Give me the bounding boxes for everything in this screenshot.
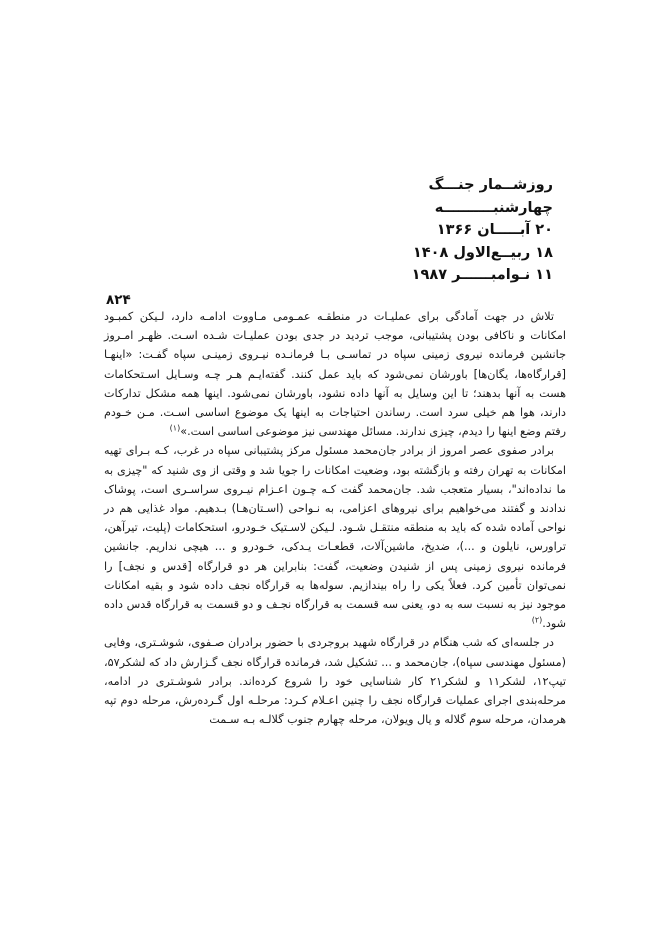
paragraph-text: برادر صفوی عصر امروز از برادر جان‌محمد مسئول مرکز پشتیبانی سپاه در غرب، کـه بـرای تهیه امکانات به تهران رفته و بازگشته بود، وضعیت امکانات را جویا شد و وقتی از وی شنید که "چیزی به ما نداده‌اند"، بسیار متعجب شد. جان‌محمد گفت کـه چـون اعـزام نیـروی سراسـری است، پوشاک ندادند و گفتند می‌خواهیم برای نیروهای اعزامی، به نـواحی (اسـتان‌هـا) بـدهیم. مواد غذایی هم در نواحی آماده شده که باید به منطقه منتقـل شـود. لـیکن لاسـتیک خـودرو، استحکامات (پلیت، تیرآهن، تراورس، نایلون و ...)، ضدیخ، ماشین‌آلات، قطعـات یـدکی، خـودرو و ... هیچی نداریم. جانشین فرمانده نیروی زمینی پس از شنیدن وضعیت، گفت: بنابراین هر دو قرارگاه [قدس و نجف] را نمی‌توان تأمین کرد. فعلاً یکی را راه بیندازیم. سوله‌ها به قرارگاه نجف داده شود و بقیه امکانات موجود نیز به نسبت سه به دو، یعنی سه قسمت به قرارگاه نجـف و دو قسمت به قرارگاه قدس داده شود. bbox=[104, 444, 566, 631]
entry-number: ۸۲۴ bbox=[106, 292, 131, 308]
date-gregorian: ۱۱ نـوامبــــــر ۱۹۸۷ bbox=[411, 267, 553, 283]
paragraph bbox=[104, 441, 566, 633]
footnote-marker: (۲) bbox=[531, 615, 543, 625]
entry-body bbox=[104, 307, 566, 729]
entry-header bbox=[412, 174, 553, 287]
paragraph bbox=[104, 633, 566, 729]
footnote-marker: (۱) bbox=[169, 423, 181, 433]
paragraph-text: در جلسه‌ای که شب هنگام در قرارگاه شهید بروجردی با حضور برادران صـفوی، شوشـتری، وفایی (مسئول مهندسی سپاه)، جان‌محمد و ... تشکیل شد، فرمانده قرارگاه نجف گـزارش داد که لشکر۵۷، تیپ۱۲، لشکر۱۱ و لشکر۲۱ کار شناسایی خود را شروع کرده‌اند. برادر شوشـتری در ادامه، مرحله‌بندی اجرای عملیات قرارگاه نجف را چنین اعـلام کـرد: مرحلـه اول گـرده‌رش، مرحله دوم تپه هرمدان، مرحله سوم گلاله و یال ویولان، مرحله چهارم جنوب گلالـه بـه سـمت bbox=[104, 636, 566, 727]
chronicle-title: روزشــمار جنـــگ bbox=[428, 177, 553, 193]
weekday: چهارشنبــــــــــه bbox=[434, 199, 553, 216]
paragraph-text: تلاش در جهت آمادگی برای عملیـات در منطقـه عمـومی مـاووت ادامـه دارد، لـیکن کمبـود امکانات و ناکافی بودن پشتیبانی، موجب تردید در جدی بودن عملیـات شـده اسـت. ظهـر امـروز جانشین فرمانده نیروی زمینی سپاه در تماسـی بـا فرمانـده نیـروی زمینـی سپاه گفـت: «اینهـا [قرارگاه‌ها، یگان‌ها] باورشان نمی‌شود که باید عمل کنند. گفته‌ایـم هـر چـه وسـایل اسـتحکامات هست به آنها بدهند؛ تا این وسایل به آنها داده نشود، باورشان نمی‌شود. اینها همه مشکل تدارکات دارند، هوا هم خیلی سرد است. رساندن احتیاجات به اینها یک موضوع اساسی اسـت. مـن خـودم رفتم وضع اینها را دیدم، چیزی ندارند. مسائل مهندسی نیز موضوعی اساسی است.» bbox=[104, 310, 566, 439]
date-solar: ۲۰ آبـــــان ۱۳۶۶ bbox=[436, 222, 553, 238]
paragraph bbox=[104, 307, 566, 441]
date-lunar: ۱۸ ربیــع‌الاول ۱۴۰۸ bbox=[412, 244, 553, 261]
